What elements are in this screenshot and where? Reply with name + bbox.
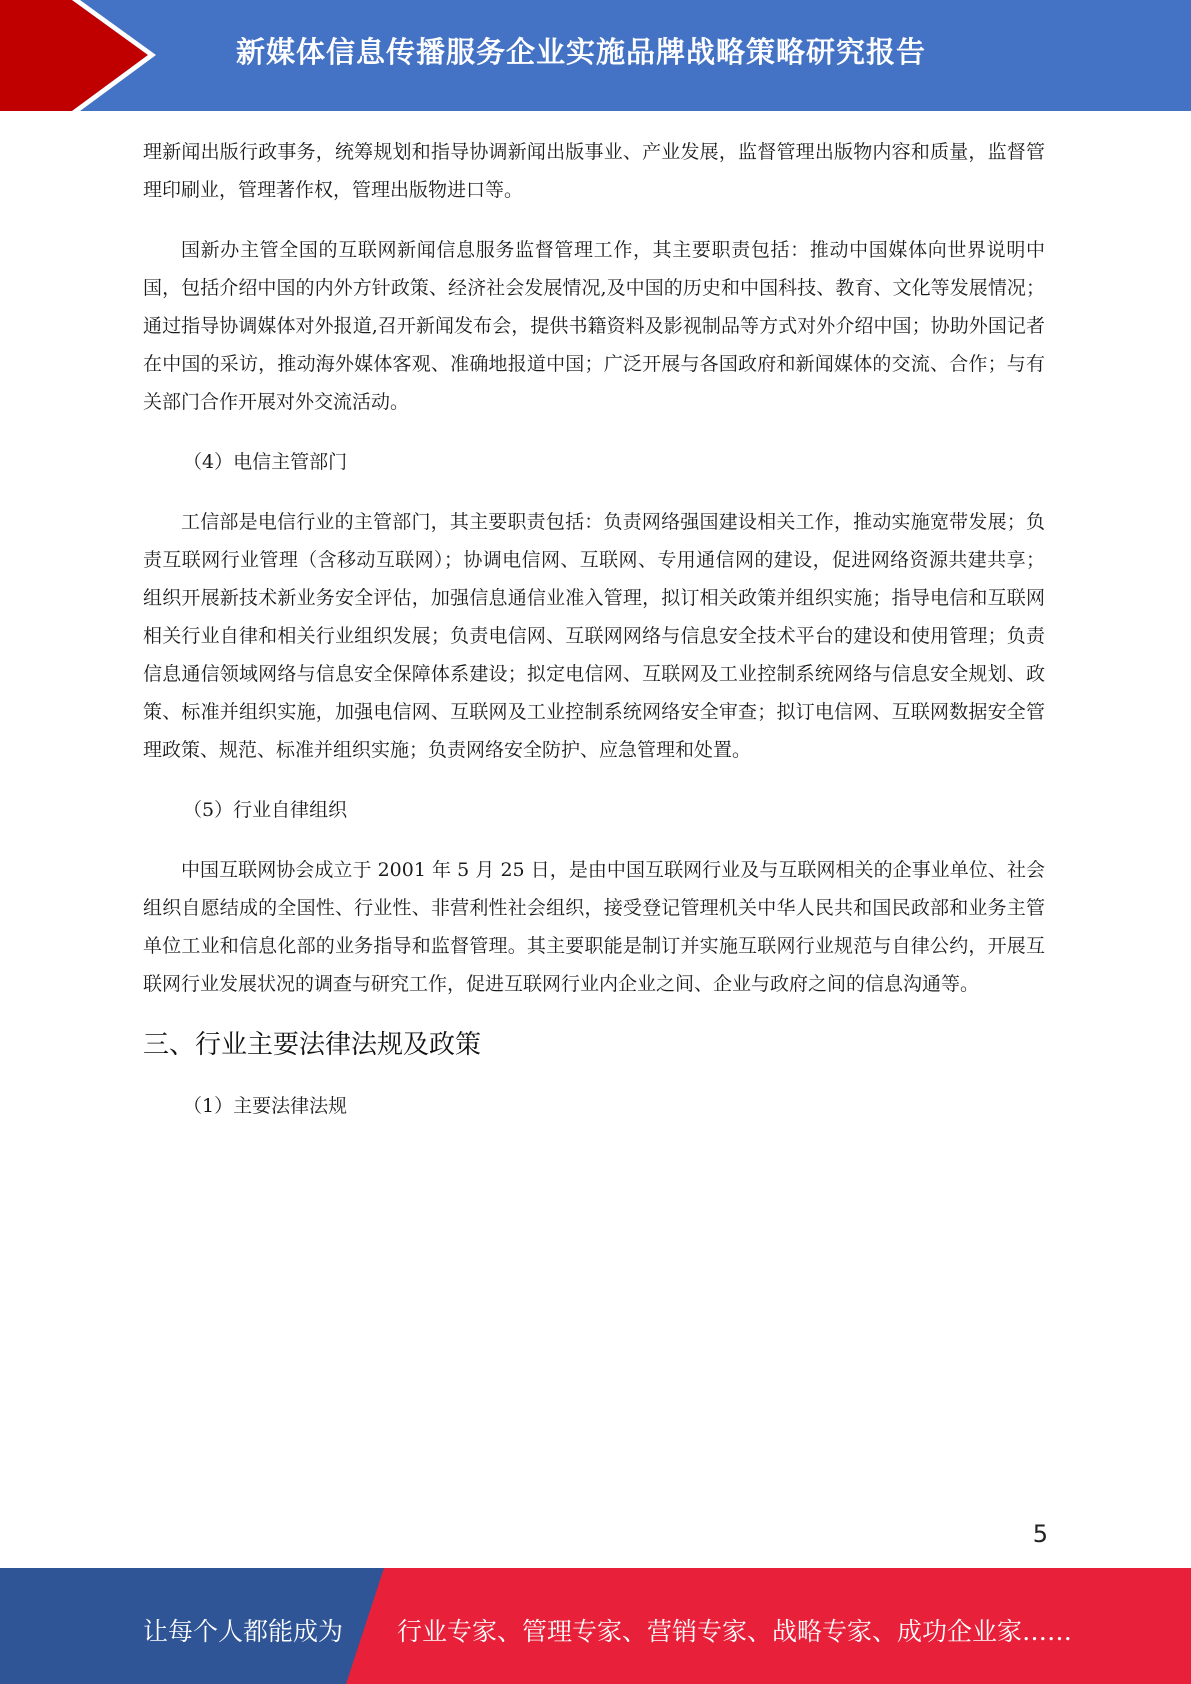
subheading-4: （4）电信主管部门 <box>183 451 348 473</box>
paragraph-1: 理新闻出版行政事务，统筹规划和指导协调新闻出版事业、产业发展，监督管理出版物内容和质量，监督管理印刷业，管理著作权，管理出版物进口等。 <box>143 141 1045 201</box>
section-heading-3: 三、行业主要法律法规及政策 <box>143 1030 482 1060</box>
page-header <box>0 0 1191 111</box>
page-number: 5 <box>1032 1520 1048 1548</box>
report-title: 新媒体信息传播服务企业实施品牌战略策略研究报告 <box>236 35 927 69</box>
paragraph-4: 中国互联网协会成立于 2001 年 5 月 25 日，是由中国互联网行业及与互联网相关的企事业单位、社会组织自愿结成的全国性、行业性、非营利性社会组织，接受登记管理机关中华人民共和国民政部和业务主管单位工业和信息化部的业务指导和监督管理。其主要职能是制订并实施互联网行业规范与自律公约，开展互联网行业发展状况的调查与研究工作，促进互联网行业内企业之间、企业与政府之间的信息沟通等。 <box>143 859 1045 995</box>
subheading-1: （1）主要法律法规 <box>183 1095 348 1117</box>
paragraph-2: 国新办主管全国的互联网新闻信息服务监督管理工作，其主要职责包括：推动中国媒体向世界说明中国，包括介绍中国的内外方针政策、经济社会发展情况,及中国的历史和中国科技、教育、文化等发展情况；通过指导协调媒体对外报道,召开新闻发布会，提供书籍资料及影视制品等方式对外介绍中国；协助外国记者在中国的采访，推动海外媒体客观、准确地报道中国；广泛开展与各国政府和新闻媒体的交流、合作；与有关部门合作开展对外交流活动。 <box>143 239 1045 413</box>
document-body <box>143 133 1045 1147</box>
subheading-5: （5）行业自律组织 <box>183 799 348 821</box>
paragraph-3: 工信部是电信行业的主管部门，其主要职责包括：负责网络强国建设相关工作，推动实施宽带发展；负责互联网行业管理（含移动互联网）；协调电信网、互联网、专用通信网的建设，促进网络资源共建共享；组织开展新技术新业务安全评估，加强信息通信业准入管理，拟订相关政策并组织实施；指导电信和互联网相关行业自律和相关行业组织发展；负责电信网、互联网网络与信息安全技术平台的建设和使用管理；负责信息通信领域网络与信息安全保障体系建设；拟定电信网、互联网及工业控制系统网络与信息安全规划、政策、标准并组织实施，加强电信网、互联网及工业控制系统网络安全审查；拟订电信网、互联网数据安全管理政策、规范、标准并组织实施；负责网络安全防护、应急管理和处置。 <box>143 511 1045 761</box>
footer-slogan-right: 行业专家、管理专家、营销专家、战略专家、成功企业家…… <box>397 1617 1073 1646</box>
footer-slogan-left: 让每个人都能成为 <box>143 1617 344 1646</box>
page-footer <box>0 1568 1191 1684</box>
